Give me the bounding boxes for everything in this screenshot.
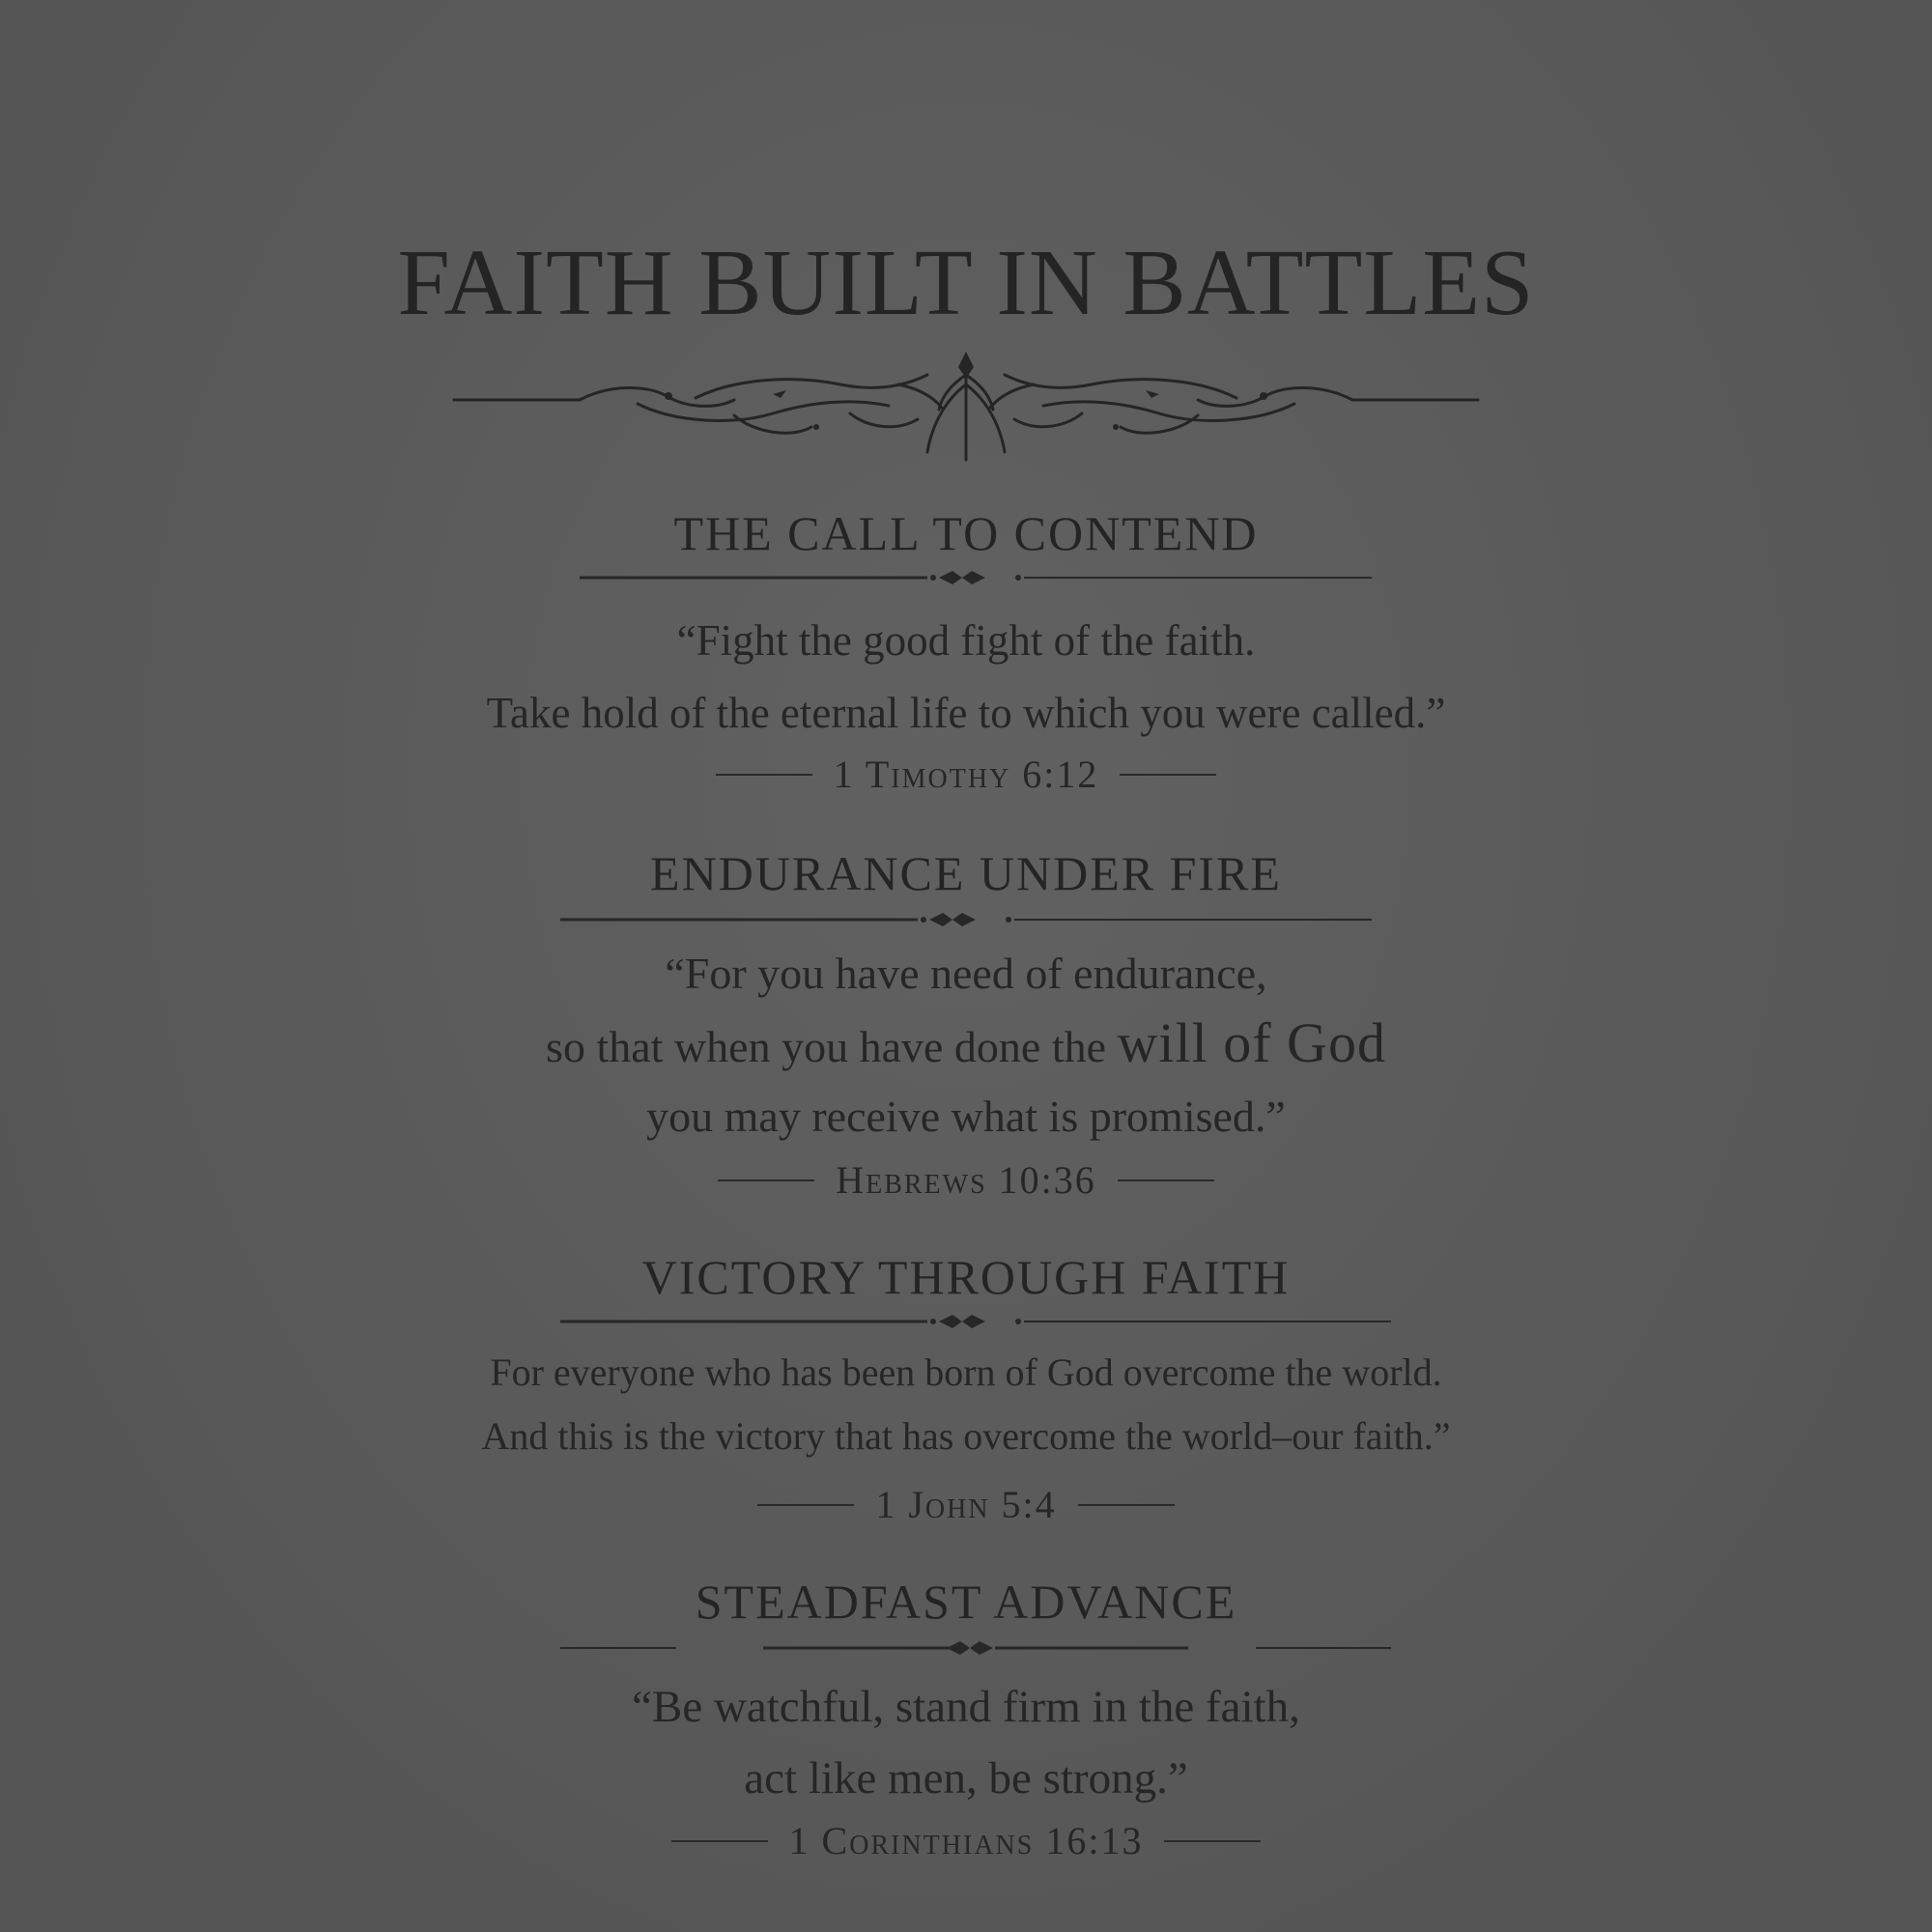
reference-text: Hebrews 10:36 — [836, 1158, 1096, 1202]
verse-hebrews — [0, 939, 1932, 1151]
dash-rule — [718, 1179, 814, 1181]
verse-line: act like men, be strong.” — [744, 1753, 1188, 1804]
verse-line: “Fight the good fight of the faith. — [676, 616, 1256, 665]
reference-1-corinthians — [0, 1820, 1932, 1862]
reference-text: 1 Corinthians 16:13 — [788, 1819, 1144, 1862]
reference-hebrews — [0, 1159, 1932, 1202]
verse-line: you may receive what is promised.” — [646, 1092, 1286, 1141]
verse-line: For everyone who has been born of God overcome the world. — [490, 1350, 1442, 1394]
verse-1-corinthians — [0, 1671, 1932, 1814]
reference-1-timothy — [0, 753, 1932, 796]
flourish-ornament-icon — [444, 346, 1488, 471]
verse-emphasis: will of God — [1117, 1011, 1386, 1074]
verse-line: Take hold of the eternal life to which you were called.” — [486, 689, 1446, 737]
section-heading-call-to-contend: THE CALL TO CONTEND — [673, 506, 1259, 560]
verse-line: “For you have need of endurance, — [665, 949, 1267, 998]
section-heading-endurance-under-fire: ENDURANCE UNDER FIRE — [650, 846, 1282, 900]
section-heading-victory-through-faith: VICTORY THROUGH FAITH — [641, 1250, 1291, 1304]
dash-rule — [1164, 1840, 1261, 1842]
dash-rule — [1120, 774, 1216, 776]
verse-line: And this is the victory that has overcome the world–our faith.” — [481, 1414, 1451, 1458]
scroll-divider-icon — [560, 1310, 1391, 1333]
scroll-divider-icon — [580, 566, 1372, 589]
dash-rule — [757, 1504, 854, 1506]
dash-rule — [1078, 1504, 1175, 1506]
verse-line-part: so that when you have done the — [546, 1022, 1107, 1071]
verse-1-timothy — [0, 605, 1932, 750]
scroll-divider-icon — [560, 908, 1372, 931]
verse-1-john — [0, 1341, 1932, 1468]
verse-line — [0, 1009, 1932, 1082]
section-heading-steadfast-advance: STEADFAST ADVANCE — [695, 1575, 1237, 1629]
verse-line: “Be watchful, stand firm in the faith, — [632, 1682, 1300, 1732]
scroll-divider-icon — [560, 1636, 1391, 1660]
dash-rule — [716, 774, 812, 776]
reference-text: 1 Timothy 6:12 — [833, 753, 1099, 796]
poster-title: FAITH BUILT IN BATTLES — [397, 231, 1535, 335]
reference-1-john — [0, 1484, 1932, 1526]
reference-text: 1 John 5:4 — [875, 1483, 1057, 1526]
dash-rule — [671, 1840, 768, 1842]
dash-rule — [1118, 1179, 1214, 1181]
